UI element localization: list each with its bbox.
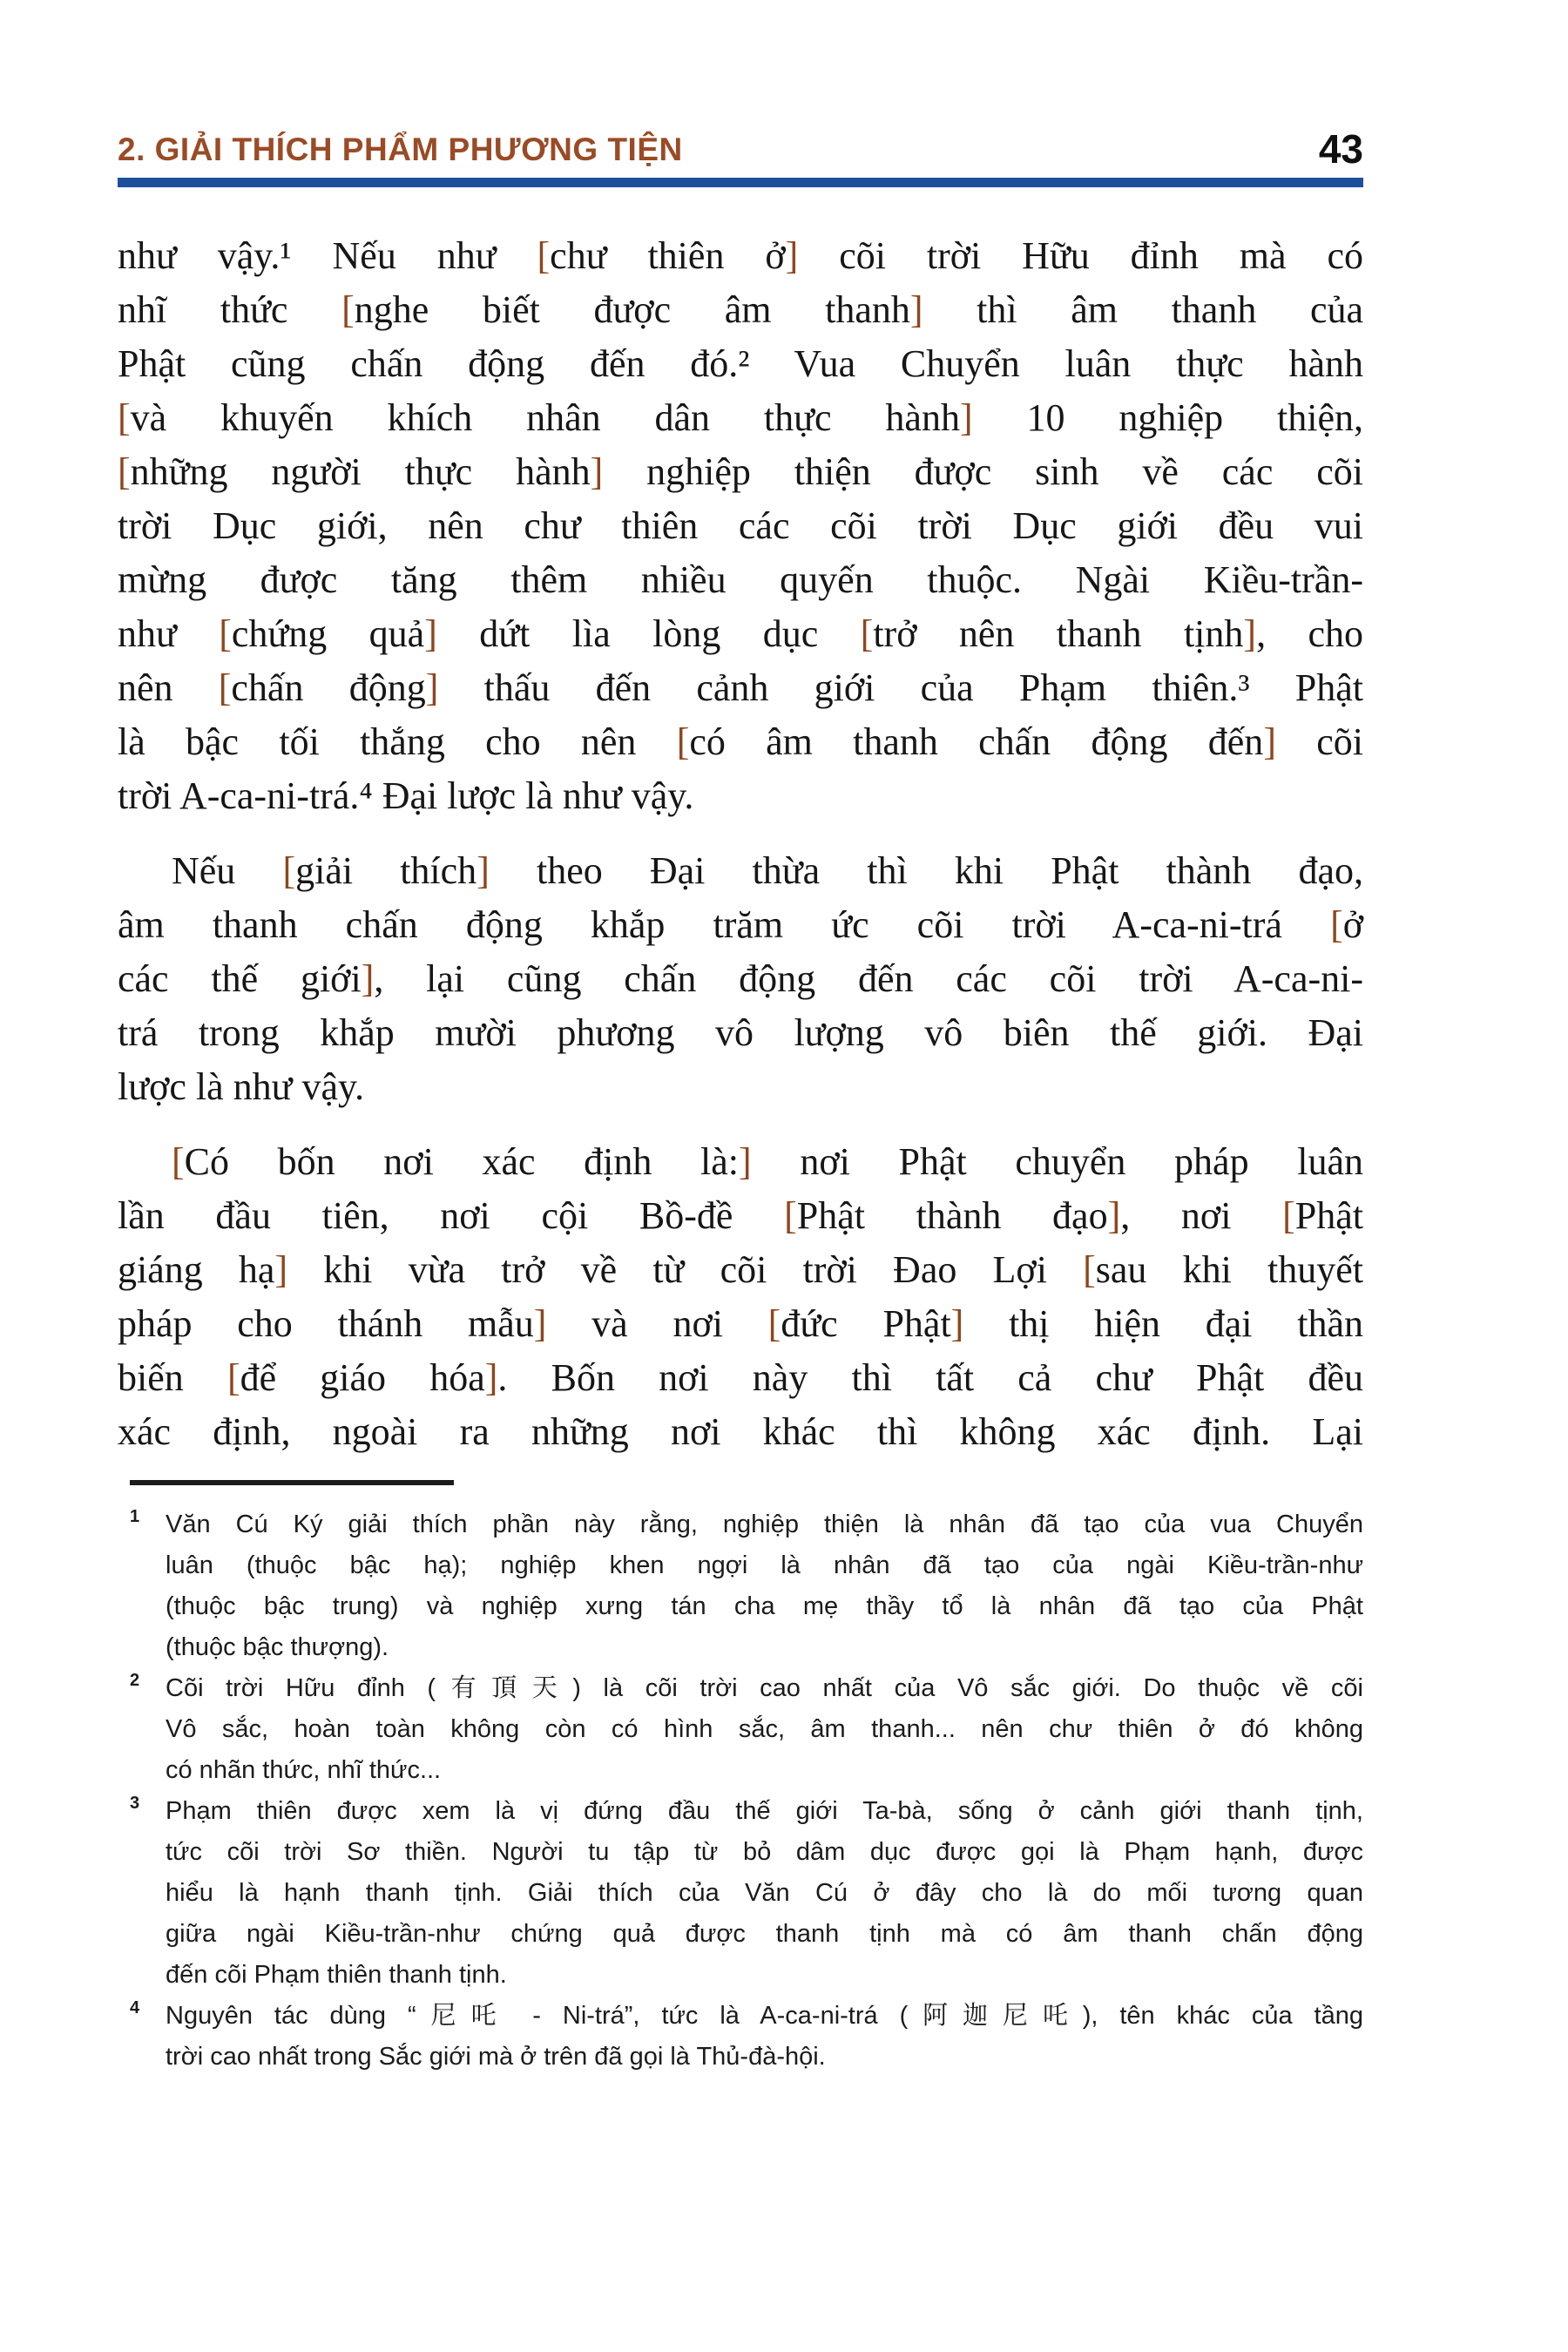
bracket-open: [ — [172, 1140, 185, 1183]
body-line: như [chứng quả] dứt lìa lòng dục [trở nên thanh tịnh], cho — [118, 612, 1363, 655]
body-line: là bậc tối thắng cho nên [có âm thanh chấn động đến] cõi — [118, 720, 1363, 763]
body-line: trời A-ca-ni-trá.⁴ Đại lược là như vậy. — [118, 774, 694, 817]
page-number: 43 — [1318, 126, 1363, 172]
bracket-open: [ — [341, 288, 355, 331]
bracket-close: ] — [361, 957, 375, 1000]
body-line: xác định, ngoài ra những nơi khác thì không xác định. Lại — [118, 1410, 1363, 1453]
bracket-close: ] — [1107, 1194, 1121, 1237]
bracket-close: ] — [959, 396, 973, 439]
bracket-open: [ — [219, 612, 232, 655]
bracket-close: ] — [533, 1302, 547, 1345]
footnote-line: giữa ngài Kiều-trần-như chứng quả được thanh tịnh mà có âm thanh chấn động — [166, 1920, 1363, 1948]
bracket-open: [ — [767, 1302, 781, 1345]
bracket-close: ] — [484, 1356, 498, 1399]
body-line: biến [để giáo hóa]. Bốn nơi này thì tất cả chư Phật đều — [118, 1356, 1363, 1399]
footnote-line: (thuộc bậc thượng). — [166, 1633, 389, 1661]
bracket-open: [ — [676, 720, 690, 763]
bracket-close: ] — [476, 849, 490, 892]
body-line: [Có bốn nơi xác định là:] nơi Phật chuyển pháp luân — [172, 1140, 1363, 1183]
footnote-line: Cõi trời Hữu đỉnh (有頂天) là cõi trời cao nhất của Vô sắc giới. Do thuộc về cõi — [166, 1674, 1363, 1702]
bracket-open: [ — [537, 234, 551, 277]
footnote — [118, 1668, 1363, 1791]
footnote-line: Phạm thiên được xem là vị đứng đầu thế giới Ta-bà, sống ở cảnh giới thanh tịnh, — [166, 1797, 1363, 1825]
body-line: trá trong khắp mười phương vô lượng vô biên thế giới. Đại — [118, 1011, 1363, 1054]
bracket-open: [ — [1083, 1248, 1096, 1291]
body-line: pháp cho thánh mẫu] và nơi [đức Phật] thị hiện đại thần — [118, 1302, 1363, 1345]
footnote-marker: 4 — [130, 1998, 140, 2017]
page-header — [118, 126, 1363, 172]
bracket-open: [ — [118, 450, 131, 493]
body-line: nhĩ thức [nghe biết được âm thanh] thì âm thanh của — [118, 288, 1363, 331]
footnote — [118, 1996, 1363, 2078]
chapter-title: 2. GIẢI THÍCH PHẨM PHƯƠNG TIỆN — [118, 132, 683, 167]
bracket-open: [ — [860, 612, 874, 655]
body-line: [những người thực hành] nghiệp thiện được sinh về các cõi — [118, 450, 1363, 493]
footnote-separator — [130, 1480, 454, 1485]
footnote-line: có nhãn thức, nhĩ thức... — [166, 1756, 442, 1784]
body-line: như vậy.¹ Nếu như [chư thiên ở] cõi trời Hữu đỉnh mà có — [118, 234, 1363, 277]
footnote-line: hiểu là hạnh thanh tịnh. Giải thích của Văn Cú ở đây cho là do mối tương quan — [166, 1879, 1363, 1907]
bracket-close: ] — [950, 1302, 964, 1345]
body-line: giáng hạ] khi vừa trở về từ cõi trời Đao Lợi [sau khi thuyết — [118, 1248, 1363, 1291]
footnotes — [118, 1504, 1363, 2078]
bracket-close: ] — [425, 666, 439, 709]
bracket-close: ] — [785, 234, 799, 277]
body-line: các thế giới], lại cũng chấn động đến các cõi trời A-ca-ni- — [118, 957, 1363, 1000]
header-rule — [118, 178, 1363, 187]
body-text — [118, 229, 1363, 1459]
bracket-close: ] — [424, 612, 437, 655]
bracket-close: ] — [274, 1248, 288, 1291]
bracket-close: ] — [1263, 720, 1276, 763]
footnote-marker: 3 — [130, 1794, 140, 1813]
footnote-line: trời cao nhất trong Sắc giới mà ở trên đã gọi là Thủ-đà-hội. — [166, 2043, 826, 2071]
body-line: Nếu [giải thích] theo Đại thừa thì khi Phật thành đạo, — [172, 849, 1363, 892]
bracket-open: [ — [784, 1194, 797, 1237]
body-line: trời Dục giới, nên chư thiên các cõi trời Dục giới đều vui — [118, 504, 1363, 547]
footnote-marker: 1 — [130, 1507, 140, 1526]
page-content — [118, 126, 1363, 2078]
body-line: Phật cũng chấn động đến đó.² Vua Chuyển luân thực hành — [118, 342, 1363, 385]
paragraph — [118, 1135, 1363, 1459]
bracket-close: ] — [1243, 612, 1257, 655]
body-line: lược là như vậy. — [118, 1065, 365, 1108]
body-line: [và khuyến khích nhân dân thực hành] 10 nghiệp thiện, — [118, 396, 1363, 439]
footnote-marker: 2 — [130, 1671, 140, 1690]
footnote-line: tức cõi trời Sơ thiền. Người tu tập từ bỏ dâm dục được gọi là Phạm hạnh, được — [166, 1838, 1363, 1866]
footnote-line: Nguyên tác dùng “尼吒 - Ni-trá”, tức là A-ca-ni-trá (阿迦尼吒), tên khác của tầng — [166, 2002, 1363, 2030]
bracket-open: [ — [1282, 1194, 1295, 1237]
bracket-close: ] — [739, 1140, 752, 1183]
body-line: âm thanh chấn động khắp trăm ức cõi trời A-ca-ni-trá [ở — [118, 903, 1363, 946]
body-line: lần đầu tiên, nơi cội Bồ-đề [Phật thành đạo], nơi [Phật — [118, 1194, 1363, 1237]
footnote-line: đến cõi Phạm thiên thanh tịnh. — [166, 1961, 507, 1989]
bracket-close: ] — [590, 450, 604, 493]
bracket-open: [ — [226, 1356, 240, 1399]
bracket-open: [ — [118, 396, 131, 439]
footnote-line: (thuộc bậc trung) và nghiệp xưng tán cha mẹ thầy tổ là nhân đã tạo của Phật — [166, 1592, 1363, 1620]
bracket-open: [ — [218, 666, 232, 709]
footnote-line: Văn Cú Ký giải thích phần này rằng, nghiệp thiện là nhân đã tạo của vua Chuyển — [166, 1511, 1363, 1538]
footnote — [118, 1791, 1363, 1996]
body-line: nên [chấn động] thấu đến cảnh giới của Phạm thiên.³ Phật — [118, 666, 1363, 709]
body-line: mừng được tăng thêm nhiều quyến thuộc. Ngài Kiều-trần- — [118, 558, 1363, 601]
bracket-open: [ — [1330, 903, 1343, 946]
bracket-open: [ — [282, 849, 296, 892]
footnote-line: luân (thuộc bậc hạ); nghiệp khen ngợi là nhân đã tạo của ngài Kiều-trần-như — [166, 1551, 1363, 1579]
bracket-close: ] — [909, 288, 923, 331]
paragraph — [118, 229, 1363, 823]
paragraph — [118, 844, 1363, 1114]
footnote — [118, 1504, 1363, 1668]
footnote-line: Vô sắc, hoàn toàn không còn có hình sắc, âm thanh... nên chư thiên ở đó không — [166, 1715, 1363, 1743]
